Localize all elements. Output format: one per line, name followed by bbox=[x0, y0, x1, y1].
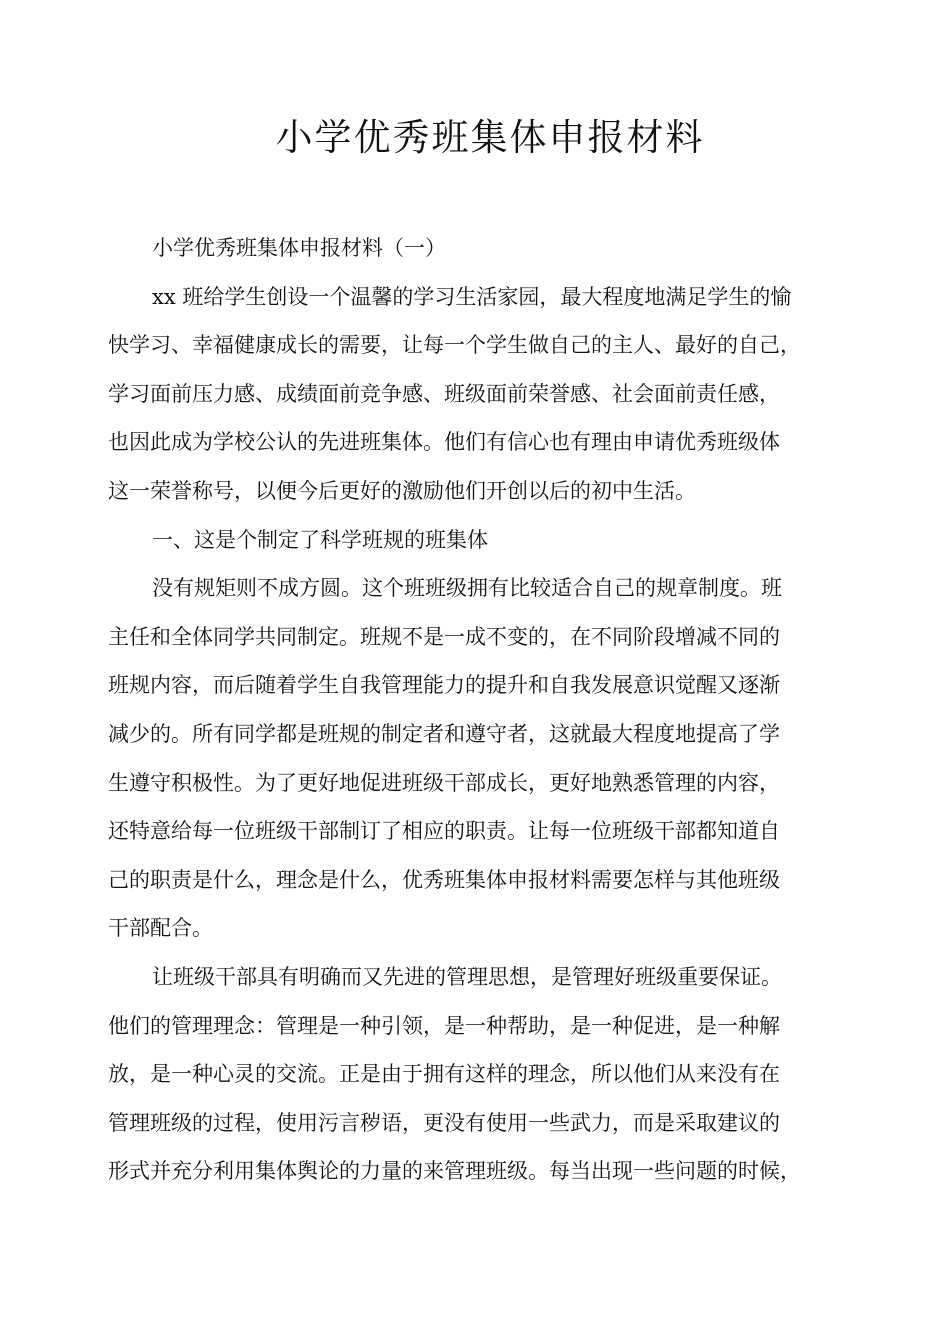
text-line: 一、这是个制定了科学班规的班集体 bbox=[152, 527, 488, 552]
text-line: 这一荣誉称号，以便今后更好的激励他们开创以后的初中生活。 bbox=[108, 478, 696, 503]
document-title: 小学优秀班集体申报材料 bbox=[275, 116, 705, 159]
text-line: 学习面前压力感、成绩面前竞争感、班级面前荣誉感、社会面前责任感， bbox=[108, 381, 780, 406]
text-line: 减少的。所有同学都是班规的制定者和遵守者，这就最大程度地提高了学 bbox=[108, 721, 780, 746]
subtitle-paragraph bbox=[108, 224, 868, 273]
text-line: 班规内容，而后随着学生自我管理能力的提升和自我发展意识觉醒又逐渐 bbox=[108, 673, 780, 698]
text-line: 快学习、幸福健康成长的需要，让每一个学生做自己的主人、最好的自己， bbox=[108, 333, 801, 358]
text-line: 主任和全体同学共同制定。班规不是一成不变的，在不同阶段增减不同的 bbox=[108, 624, 780, 649]
section-heading bbox=[108, 516, 868, 565]
text-line: 管理班级的过程，使用污言秽语，更没有使用一些武力，而是采取建议的 bbox=[108, 1110, 780, 1135]
text-line: 没有规矩则不成方圆。这个班班级拥有比较适合自己的规章制度。班 bbox=[152, 576, 782, 601]
text-line: 还特意给每一位班级干部制订了相应的职责。让每一位班级干部都知道自 bbox=[108, 819, 780, 844]
text-line: 也因此成为学校公认的先进班集体。他们有信心也有理由申请优秀班级体 bbox=[108, 430, 780, 455]
text-line: 干部配合。 bbox=[108, 916, 213, 941]
text-line: 生遵守积极性。为了更好地促进班级干部成长，更好地熟悉管理的内容， bbox=[108, 770, 780, 795]
text-line: 小学优秀班集体申报材料（一） bbox=[152, 236, 446, 260]
text-line: 让班级干部具有明确而又先进的管理思想，是管理好班级重要保证。 bbox=[152, 964, 782, 989]
text-line: xx 班给学生创设一个温馨的学习生活家园，最大程度地满足学生的愉 bbox=[152, 284, 792, 309]
intro-paragraph bbox=[108, 273, 868, 516]
management-paragraph bbox=[108, 953, 868, 1196]
text-line: 形式并充分利用集体舆论的力量的来管理班级。每当出现一些问题的时候， bbox=[108, 1159, 801, 1184]
text-line: 放，是一种心灵的交流。正是由于拥有这样的理念，所以他们从来没有在 bbox=[108, 1062, 780, 1087]
rules-paragraph bbox=[108, 564, 868, 953]
text-line: 己的职责是什么，理念是什么，优秀班集体申报材料需要怎样与其他班级 bbox=[108, 867, 780, 892]
document-body bbox=[108, 224, 868, 1196]
text-line: 他们的管理理念：管理是一种引领，是一种帮助，是一种促进，是一种解 bbox=[108, 1013, 780, 1038]
